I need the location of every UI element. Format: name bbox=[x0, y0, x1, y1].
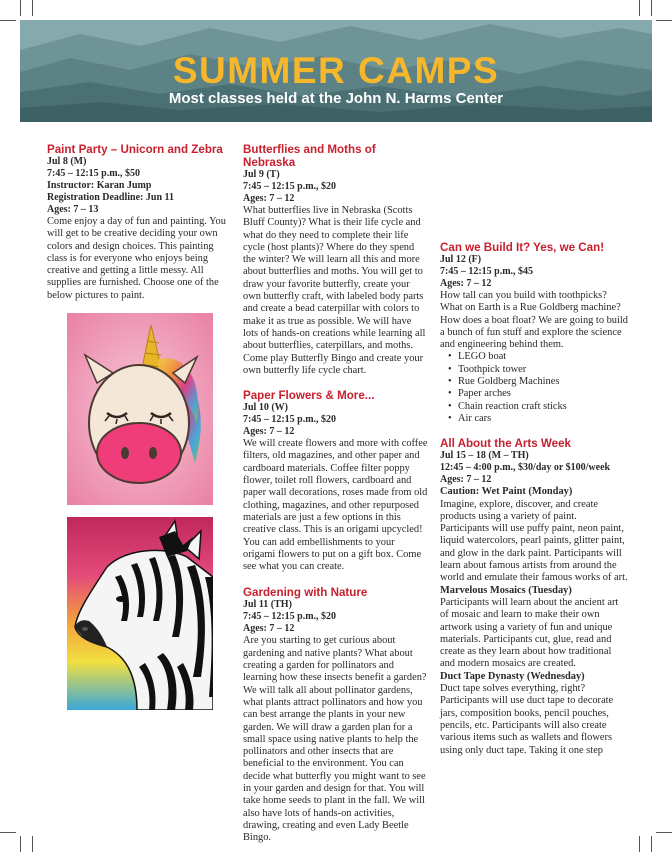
camp-description: What butterflies live in Nebraska (Scotts Bluff County)? What is their life cycle and what do they need to complete their life cycle (host plants)? Where do they spend the winter? We will learn all this and more about butterflies and moths. You will get to draw your favorite butterfly, create your own butterfly craft, with labeled body parts and create a bead caterpillar with colors to make it as true as possible. We will have lots of hands-on creations while learning all about butterflies, caterpillars, and moths. Come play Butterfly Bingo and create your own butterfly life cycle chart. bbox=[243, 205, 426, 376]
camp-date: Jul 8 (M) bbox=[47, 156, 87, 167]
camp-title-arts-week: All About the Arts Week bbox=[440, 437, 571, 451]
camp-date: Jul 12 (F) bbox=[440, 254, 482, 265]
camp-description: We will create flowers and more with coffee filters, old magazines, and other paper and cardboard materials. Coffee filter poppy flower, toilet roll flowers, cardboard and paper wall decorations, roses made from old clothing, magazines, and other repurposed materials are just a few options in this creative class. This is an origami upcycled! You can add embellishments to your origami flowers to put on a gift box. Come see what you can create. bbox=[243, 438, 428, 573]
camp-time: 7:45 – 12:15 p.m., $45 bbox=[440, 266, 534, 277]
header-banner bbox=[20, 20, 652, 122]
list-item: • Air cars bbox=[458, 413, 628, 425]
camp-time: 7:45 – 12:15 p.m., $20 bbox=[243, 414, 337, 426]
camp-title-build-it: Can we Build It? Yes, we Can! bbox=[440, 241, 605, 254]
crop-mark bbox=[639, 836, 640, 852]
crop-mark bbox=[32, 836, 33, 852]
list-item: • Rue Goldberg Machines bbox=[458, 376, 628, 388]
session-description: Participants will learn about the ancient art of mosaic and learn to make their own artwork using a variety of fun and unique materials. Participants cut, glue, read and create as they learn about how traditional and modern mosaics are created. bbox=[440, 596, 619, 670]
unicorn-painting bbox=[67, 313, 213, 505]
crop-mark bbox=[0, 20, 16, 21]
crop-mark bbox=[20, 836, 21, 852]
camp-ages: Ages: 7 – 13 bbox=[47, 204, 99, 215]
crop-mark bbox=[32, 0, 33, 16]
crop-mark bbox=[639, 0, 640, 16]
list-item: • Paper arches bbox=[458, 388, 628, 400]
project-list bbox=[440, 351, 628, 425]
session-description: Imagine, explore, discover, and create products using a variety of paint. Participants will use puffy paint, neon paint, liquid watercolors, pearl paints, glitter paint, and glow in the dark paint. Participants will learn about famous artists from around the world and emulate their famous works of art. bbox=[440, 498, 628, 584]
camp-date: Jul 10 (W) bbox=[243, 402, 288, 414]
session-title-wet-paint: Caution: Wet Paint (Monday) bbox=[440, 486, 573, 498]
camp-deadline: Registration Deadline: Jun 11 bbox=[47, 192, 174, 203]
camp-title-butterflies: Butterflies and Moths of Nebraska bbox=[243, 143, 376, 169]
camp-instructor: Instructor: Karan Jump bbox=[47, 180, 152, 191]
camp-ages: Ages: 7 – 12 bbox=[440, 278, 492, 289]
camp-title-paint-party: Paint Party – Unicorn and Zebra bbox=[47, 143, 223, 156]
crop-mark bbox=[0, 832, 16, 833]
page-title: SUMMER CAMPS bbox=[172, 50, 500, 91]
camp-description: Are you starting to get curious about gardening and native plants? What about creating a garden for pollinators and learning how these insects benefit a garden? We will talk all about pollinator gardens, what plants attract pollinators and how you can best arrange the plants in your new garden. We will draw a garden plan for a small space using native plants to help the pollinators and other insects that are beneficial to the environment. You can decide what butterfly you might want to see in your garden and design for that. You will take home seeds to plant in the fall. We will also have lots of hands-on activities, drawing, creating and even Lady Beetle Bingo. bbox=[243, 635, 427, 844]
crop-mark bbox=[656, 20, 672, 21]
camp-description: How tall can you build with toothpicks? What on Earth is a Rue Goldberg machine? How does a boat float? We are going to build a bunch of fun stuff and explore the science and engineering behind them. bbox=[440, 290, 628, 351]
camp-title-gardening: Gardening with Nature bbox=[243, 586, 368, 600]
camp-ages: Ages: 7 – 12 bbox=[243, 193, 295, 204]
camp-description: Come enjoy a day of fun and painting. You will get to be creative deciding your own colors and design choices. This painting class is for everyone who enjoys being creative and getting a little messy. All supplies are furnished. Choose one of the below pictures to paint. bbox=[47, 216, 226, 301]
zebra-painting bbox=[67, 517, 213, 710]
camp-time: 7:45 – 12:15 p.m., $20 bbox=[243, 181, 337, 192]
camp-title-paper-flowers: Paper Flowers & More... bbox=[243, 389, 375, 403]
camp-ages: Ages: 7 – 12 bbox=[243, 426, 295, 438]
camp-date: Jul 11 (TH) bbox=[243, 599, 292, 611]
column-left bbox=[47, 143, 235, 302]
crop-mark bbox=[651, 836, 652, 852]
crop-mark bbox=[651, 0, 652, 16]
session-title-duct-tape: Duct Tape Dynasty (Wednesday) bbox=[440, 670, 585, 682]
camp-time: 7:45 – 12:15 p.m., $20 bbox=[243, 611, 337, 623]
column-middle bbox=[243, 143, 428, 844]
list-item: • Toothpick tower bbox=[458, 364, 628, 376]
camp-date: Jul 9 (T) bbox=[243, 169, 280, 180]
camp-ages: Ages: 7 – 12 bbox=[243, 623, 295, 635]
camp-time: 7:45 – 12:15 p.m., $50 bbox=[47, 168, 141, 179]
session-title-mosaics: Marvelous Mosaics (Tuesday) bbox=[440, 584, 572, 596]
list-item: • LEGO boat bbox=[458, 351, 628, 363]
camp-time: 12:45 – 4:00 p.m., $30/day or $100/week bbox=[440, 462, 611, 474]
page-subtitle: Most classes held at the John N. Harms Center bbox=[168, 90, 504, 107]
crop-mark bbox=[656, 832, 672, 833]
crop-mark bbox=[20, 0, 21, 16]
camp-date: Jul 15 – 18 (M – TH) bbox=[440, 450, 529, 462]
list-item: • Chain reaction craft sticks bbox=[458, 401, 628, 413]
camp-ages: Ages: 7 – 12 bbox=[440, 474, 492, 486]
column-right bbox=[440, 145, 628, 757]
session-description: Duct tape solves everything, right? Participants will use duct tape to decorate jars, composition books, pencil pouches, pencils, etc. Participants will also create various items such as wallets and flowers using only duct tape. Taking it one step bbox=[440, 683, 614, 756]
